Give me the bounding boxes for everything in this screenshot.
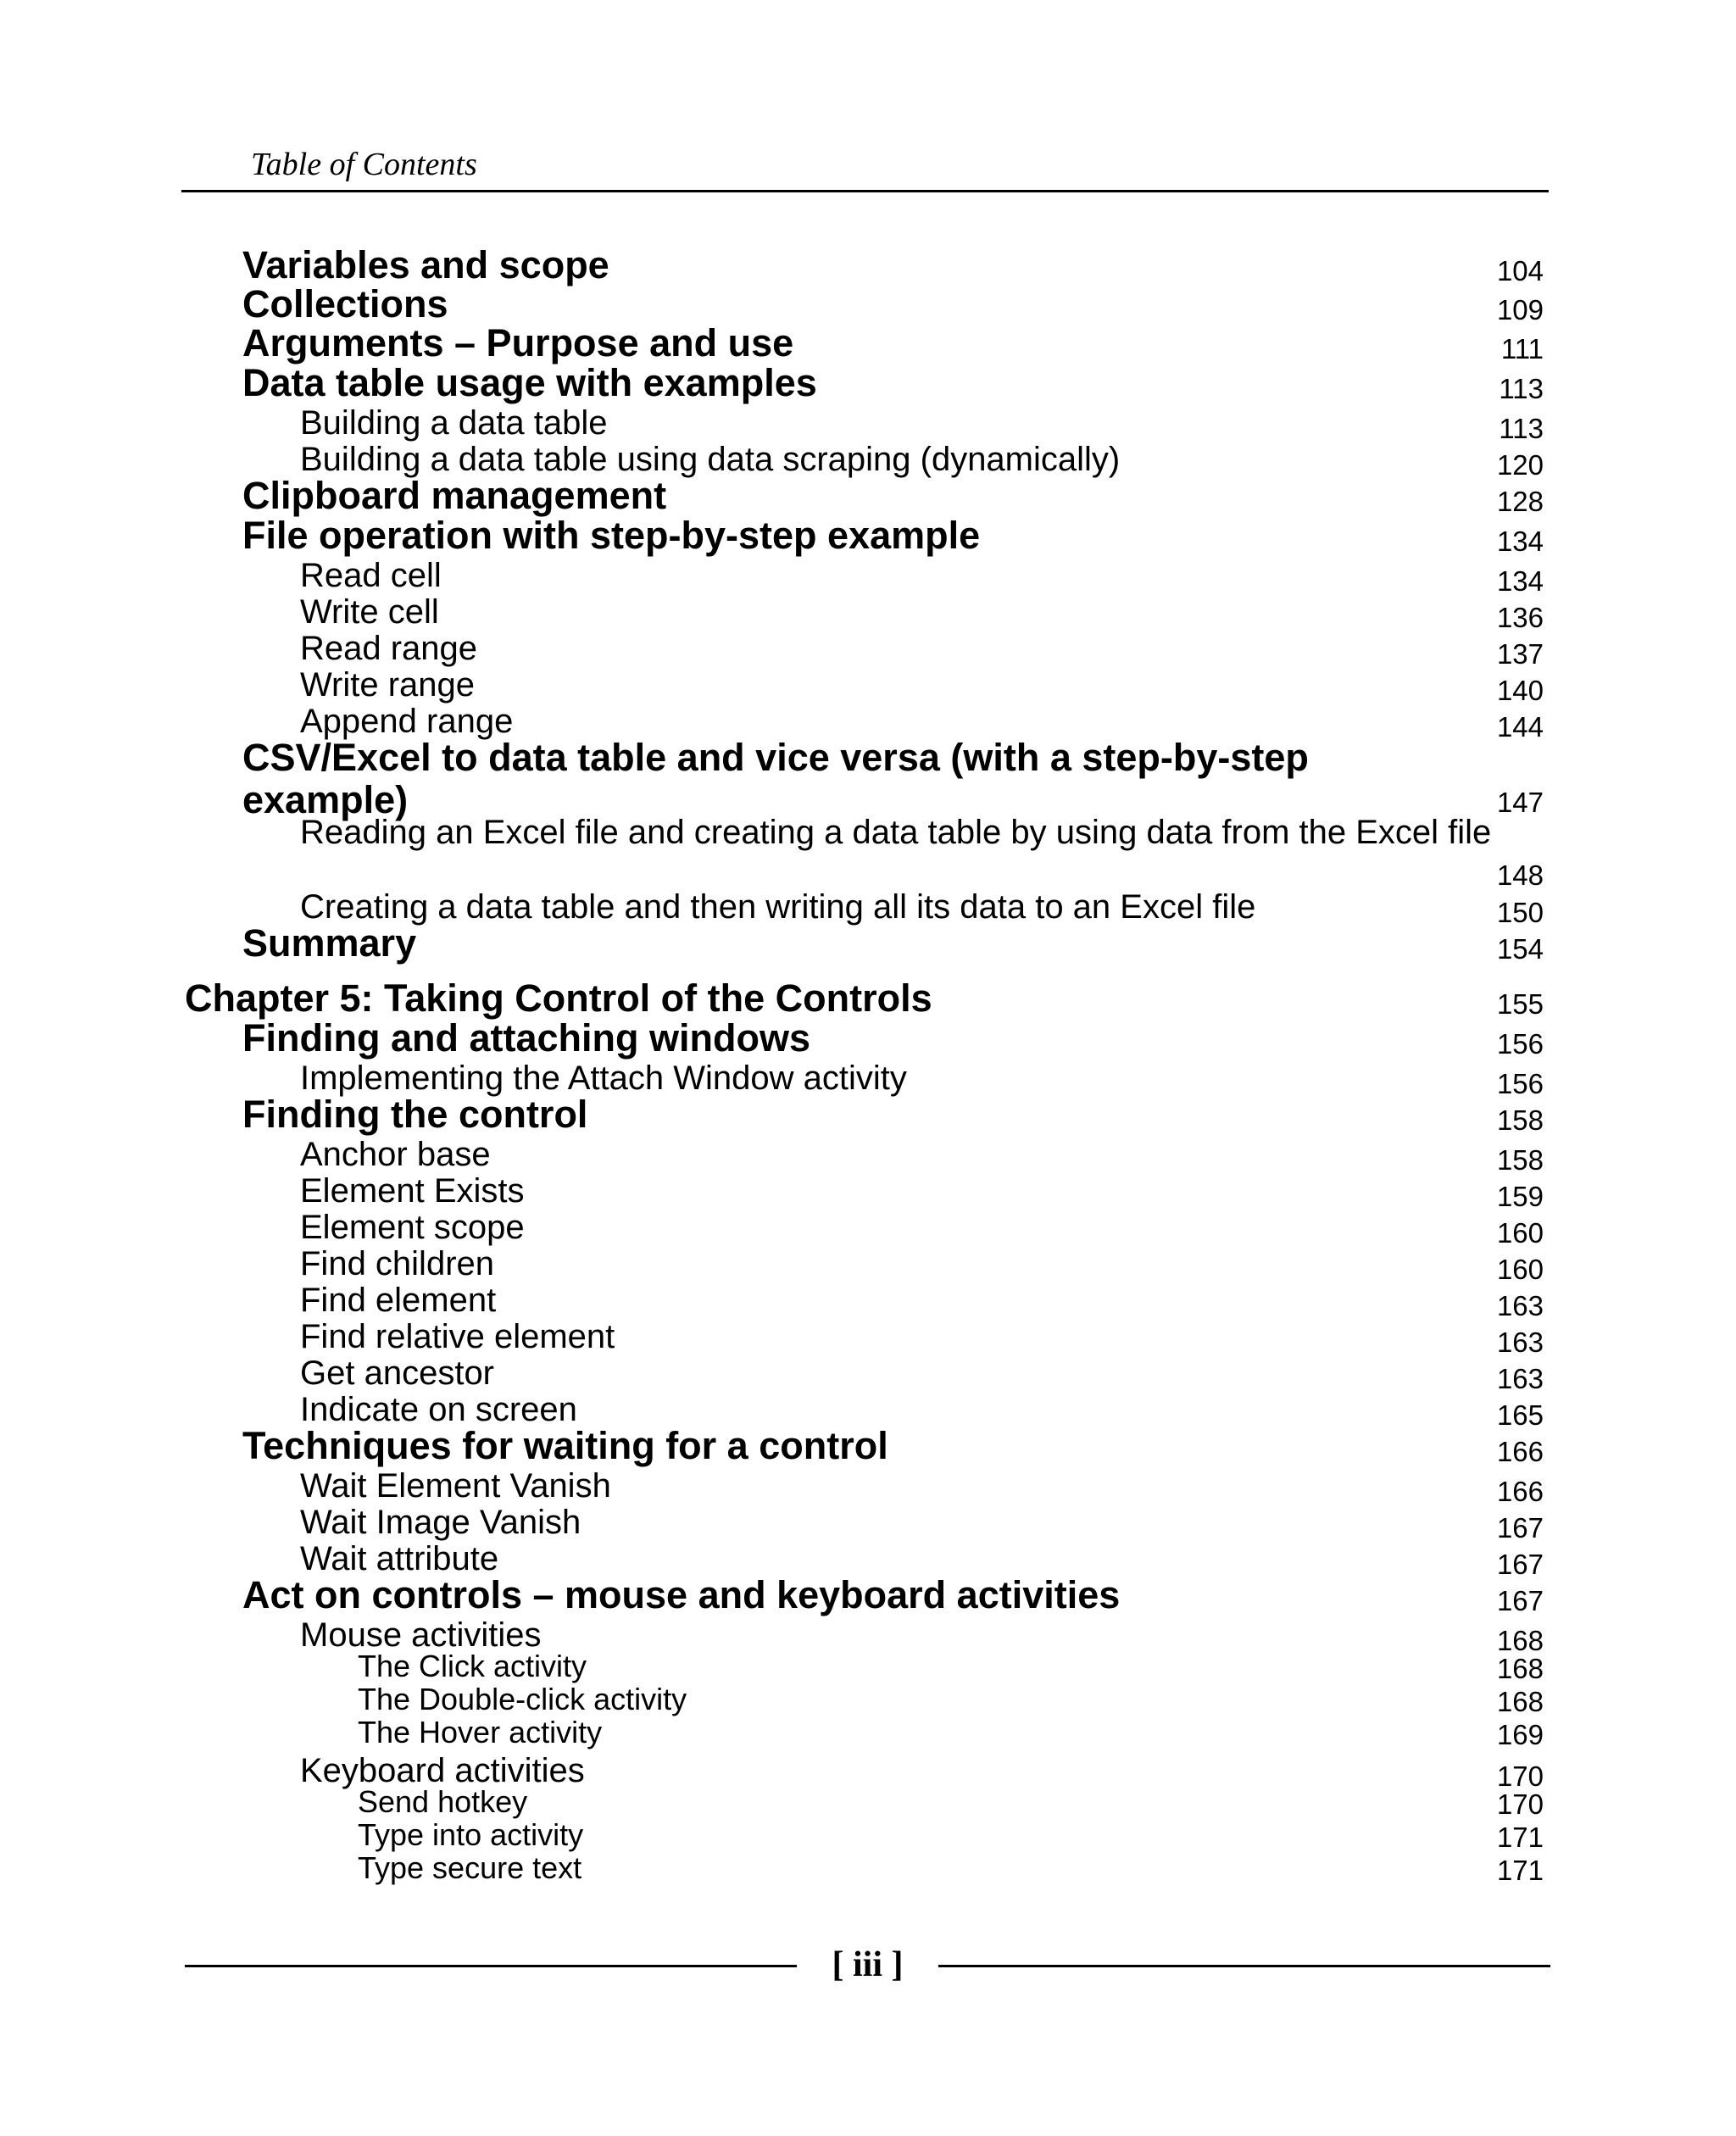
toc-entry-title: Write range [300,666,476,704]
toc-entry-page: 136 [1496,602,1544,633]
toc-entry-title: Wait Element Vanish [300,1467,611,1505]
toc-entry-page: 154 [1496,933,1544,965]
toc-entry-page: 109 [1496,294,1544,325]
toc-entry-page: 169 [1496,1719,1544,1750]
toc-entry-title: Read range [300,630,478,667]
toc-entry-title: Wait Image Vanish [300,1504,581,1541]
toc-entry-page: 137 [1496,638,1544,670]
toc-entry-page: 159 [1496,1181,1544,1212]
toc-entry-page: 158 [1496,1104,1544,1136]
footer-rule-right [938,1965,1550,1967]
toc-entry-title: Mouse activities [300,1616,542,1654]
toc-entry-title: Finding the control [242,1093,588,1136]
toc-entry-page: 113 [1499,373,1544,404]
toc-entry-title: Read cell [300,557,442,594]
toc-entry-page: 168 [1496,1653,1544,1684]
toc-entry-title: Type secure text [358,1850,582,1885]
toc-entry-page: 150 [1496,897,1544,928]
toc-entry-title: The Double-click activity [358,1682,687,1716]
toc-entry-page: 167 [1496,1512,1544,1544]
toc-entry-title: Keyboard activities [300,1752,585,1789]
toc-entry-page: 158 [1496,1144,1544,1176]
toc-entry-title: Find relative element [300,1318,615,1355]
page-number: [ iii ] [832,1945,904,1984]
toc-entry-page: 134 [1496,526,1544,557]
toc-entry-title: Arguments – Purpose and use [242,321,794,364]
toc-entry-title: Building a data table using data scraping (dynamically) [300,441,1121,478]
toc-entry-title: Data table usage with examples [242,361,817,404]
toc-entry-page: 156 [1496,1028,1544,1060]
toc-entry-title: Chapter 5: Taking Control of the Controls [185,976,932,1020]
toc-entry-title: Find children [300,1245,495,1282]
toc-entry-page: 144 [1496,711,1544,743]
toc-entry-page: 111 [1500,333,1544,364]
toc-entry-page: 168 [1496,1686,1544,1717]
toc-entry-page: 163 [1496,1327,1544,1358]
toc-entry-title: Element Exists [300,1172,525,1210]
toc-entry-title: Get ancestor [300,1354,495,1392]
toc-entry-page: 113 [1499,413,1544,444]
toc-entry-title: The Hover activity [358,1715,603,1749]
toc-entry-page: 167 [1496,1585,1544,1616]
toc-entry-page: 120 [1496,449,1544,481]
toc-entry-page: 156 [1496,1068,1544,1099]
toc-entry-page: 163 [1496,1363,1544,1394]
toc-entry-title: Anchor base [300,1136,491,1173]
toc-entry-page: 165 [1496,1399,1544,1431]
toc-entry-title: Reading an Excel file and creating a data table by using data from the Excel file [300,814,1492,851]
toc-entry-title: Write cell [300,593,439,631]
toc-entry-title: Summary [242,921,417,965]
toc-entry-title: CSV/Excel to data table and vice versa (with a step-by-step example) [242,736,1309,821]
toc-entry-page: 166 [1496,1436,1544,1467]
toc-entry-title: Send hotkey [358,1784,528,1819]
toc-entry-title: Building a data table [300,404,608,442]
toc-entry-page: 167 [1496,1549,1544,1580]
toc-entry-title: Finding and attaching windows [242,1016,810,1060]
toc-entry-title: Implementing the Attach Window activity [300,1060,907,1097]
toc-entry-page: 134 [1496,565,1544,597]
toc-entry-title: Creating a data table and then writing all its data to an Excel file [300,888,1256,926]
toc-entry-page: 163 [1496,1290,1544,1321]
toc-entry-page: 128 [1496,486,1544,517]
running-header: Table of Contents [251,147,477,182]
toc-entry-page: 104 [1496,255,1544,286]
toc-entry-title: The Click activity [358,1649,587,1683]
toc-entry-title: Collections [242,282,448,325]
toc-entry-title: Act on controls – mouse and keyboard activities [242,1573,1121,1616]
toc-entry-page: 170 [1496,1788,1544,1820]
toc-entry-title: Indicate on screen [300,1391,577,1428]
toc-entry-page: 140 [1496,675,1544,706]
toc-entry-page: 160 [1496,1217,1544,1249]
footer-rule-left [185,1965,797,1967]
toc-entry-title: Append range [300,703,514,740]
toc-entry-page: 155 [1496,988,1544,1020]
toc-entry-title: Find element [300,1282,497,1319]
toc-entry-title: Element scope [300,1209,525,1246]
toc-entry-page: 148 [1496,859,1544,891]
toc-entry-page: 160 [1496,1254,1544,1285]
toc-entry-page: 166 [1496,1476,1544,1507]
toc-entry-title: Type into activity [358,1817,584,1852]
toc-entry-page: 171 [1496,1855,1544,1886]
toc-entry-page: 147 [1496,787,1544,818]
toc-entry-title: Wait attribute [300,1540,499,1577]
toc-entry-page: 168 [1496,1625,1544,1656]
toc-entry-page: 170 [1496,1761,1544,1792]
toc-entry-title: File operation with step-by-step example [242,514,981,557]
toc-entry-page: 171 [1496,1822,1544,1853]
toc-entry-title: Variables and scope [242,243,609,286]
toc-entry-title: Techniques for waiting for a control [242,1424,888,1467]
toc-entry-title: Clipboard management [242,474,667,517]
